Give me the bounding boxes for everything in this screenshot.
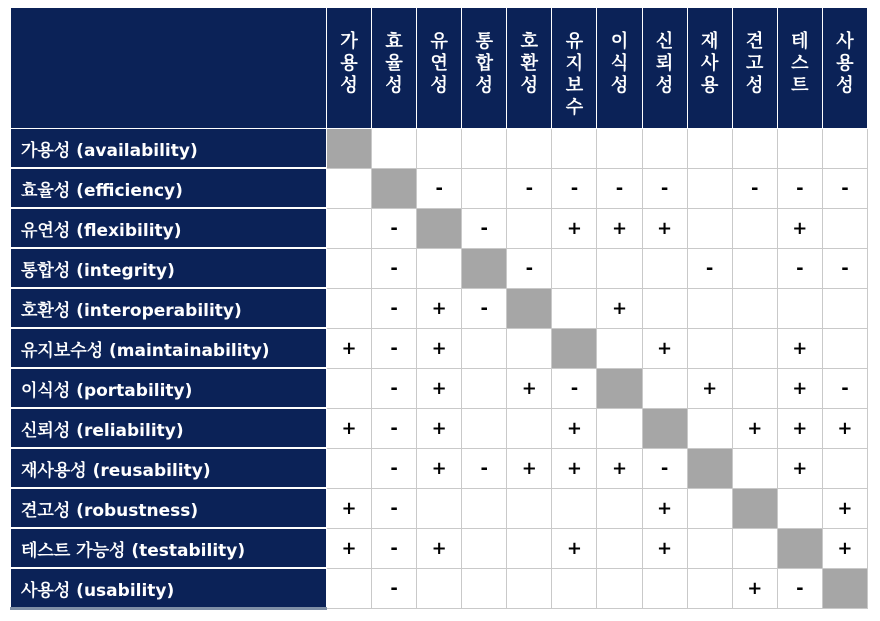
quality-attribute-matrix <box>10 7 868 610</box>
matrix-cell <box>552 568 597 609</box>
matrix-cell <box>732 368 777 408</box>
matrix-cell <box>687 288 732 328</box>
matrix-cell: + <box>642 488 687 528</box>
matrix-cell <box>732 129 777 169</box>
matrix-cell <box>372 129 417 169</box>
column-header-label: 유연성 <box>430 31 448 96</box>
matrix-cell <box>327 168 372 208</box>
matrix-cell <box>462 368 507 408</box>
row-header: 효율성 (efficiency) <box>11 168 327 208</box>
matrix-cell <box>597 568 642 609</box>
column-header <box>642 8 687 129</box>
corner-cell <box>11 8 327 129</box>
matrix-cell <box>597 248 642 288</box>
matrix-cell: - <box>372 488 417 528</box>
matrix-cell <box>822 328 867 368</box>
matrix-cell: - <box>687 248 732 288</box>
matrix-cell <box>732 448 777 488</box>
column-header-row <box>11 8 868 129</box>
matrix-cell <box>597 528 642 568</box>
matrix-cell: + <box>642 528 687 568</box>
matrix-cell <box>687 528 732 568</box>
column-header-label: 이식성 <box>610 31 629 96</box>
matrix-cell <box>507 568 552 609</box>
diagonal-cell <box>417 208 462 248</box>
table-row <box>11 328 868 368</box>
matrix-cell: + <box>417 368 462 408</box>
matrix-cell <box>687 328 732 368</box>
matrix-cell: + <box>597 448 642 488</box>
column-header <box>417 8 462 129</box>
matrix-cell: + <box>777 328 822 368</box>
matrix-cell: - <box>372 368 417 408</box>
matrix-cell <box>552 129 597 169</box>
column-header-label: 통합성 <box>475 31 493 96</box>
matrix-cell: - <box>777 248 822 288</box>
matrix-cell: - <box>507 248 552 288</box>
column-header <box>597 8 642 129</box>
matrix-cell <box>507 488 552 528</box>
table-row <box>11 248 868 288</box>
matrix-cell <box>327 568 372 609</box>
matrix-cell: + <box>327 328 372 368</box>
matrix-cell <box>822 288 867 328</box>
row-header: 가용성 (availability) <box>11 129 327 169</box>
column-header <box>462 8 507 129</box>
matrix-cell <box>687 129 732 169</box>
matrix-cell <box>642 368 687 408</box>
matrix-cell <box>642 129 687 169</box>
table-row <box>11 568 868 609</box>
matrix-cell: - <box>417 168 462 208</box>
matrix-cell: + <box>777 448 822 488</box>
matrix-cell <box>642 288 687 328</box>
matrix-cell <box>687 408 732 448</box>
matrix-cell <box>732 528 777 568</box>
column-header-label: 효율성 <box>385 31 403 96</box>
table-row <box>11 448 868 488</box>
matrix-cell <box>462 528 507 568</box>
matrix-cell <box>822 448 867 488</box>
diagonal-cell <box>642 408 687 448</box>
matrix-cell: + <box>417 408 462 448</box>
matrix-cell: - <box>822 368 867 408</box>
matrix-cell <box>462 328 507 368</box>
matrix-cell <box>687 168 732 208</box>
matrix-cell: + <box>777 368 822 408</box>
matrix-cell: - <box>372 568 417 609</box>
row-header: 사용성 (usability) <box>11 568 327 609</box>
matrix-cell <box>777 129 822 169</box>
matrix-cell: + <box>642 328 687 368</box>
table-row <box>11 528 868 568</box>
matrix-cell <box>687 568 732 609</box>
matrix-cell: - <box>777 568 822 609</box>
matrix-cell <box>417 568 462 609</box>
diagonal-cell <box>822 568 867 609</box>
matrix-cell <box>462 129 507 169</box>
column-header <box>687 8 732 129</box>
matrix-cell <box>597 129 642 169</box>
matrix-cell: - <box>822 248 867 288</box>
column-header-label: 유지보수 <box>565 31 584 118</box>
matrix-cell: + <box>552 528 597 568</box>
matrix-cell: + <box>327 488 372 528</box>
diagonal-cell <box>732 488 777 528</box>
column-header <box>732 8 777 129</box>
row-header: 유연성 (flexibility) <box>11 208 327 248</box>
matrix-cell: - <box>462 448 507 488</box>
matrix-cell <box>597 328 642 368</box>
matrix-cell: + <box>642 208 687 248</box>
matrix-cell: - <box>642 448 687 488</box>
matrix-cell <box>597 408 642 448</box>
matrix-cell <box>552 248 597 288</box>
matrix-cell <box>732 208 777 248</box>
matrix-cell: + <box>732 568 777 609</box>
matrix-cell: + <box>777 408 822 448</box>
matrix-cell <box>777 488 822 528</box>
matrix-cell <box>327 208 372 248</box>
matrix-cell <box>732 248 777 288</box>
matrix-cell <box>552 288 597 328</box>
matrix-body <box>11 129 868 609</box>
matrix-cell: - <box>732 168 777 208</box>
matrix-cell <box>417 129 462 169</box>
matrix-cell <box>462 488 507 528</box>
matrix-cell: - <box>372 448 417 488</box>
matrix-cell: - <box>462 288 507 328</box>
column-header <box>822 8 867 129</box>
matrix-cell: + <box>417 328 462 368</box>
table-row <box>11 368 868 408</box>
column-header <box>507 8 552 129</box>
matrix-cell: - <box>777 168 822 208</box>
matrix-cell: + <box>822 488 867 528</box>
column-header-label: 호환성 <box>520 31 539 96</box>
row-header: 신뢰성 (reliability) <box>11 408 327 448</box>
matrix-cell <box>687 208 732 248</box>
matrix-cell <box>507 528 552 568</box>
diagonal-cell <box>462 248 507 288</box>
table-row <box>11 208 868 248</box>
matrix-cell: + <box>822 408 867 448</box>
matrix-cell: - <box>552 368 597 408</box>
matrix-cell <box>417 488 462 528</box>
column-header-label: 재사용 <box>700 31 719 96</box>
diagonal-cell <box>372 168 417 208</box>
table-row <box>11 168 868 208</box>
matrix-cell: - <box>372 408 417 448</box>
column-header-label: 신뢰성 <box>655 31 674 96</box>
quality-attribute-matrix-container <box>10 7 868 610</box>
matrix-cell: + <box>507 368 552 408</box>
matrix-cell <box>732 328 777 368</box>
matrix-cell: + <box>417 448 462 488</box>
matrix-cell <box>507 328 552 368</box>
matrix-cell <box>327 288 372 328</box>
row-header: 견고성 (robustness) <box>11 488 327 528</box>
matrix-cell: + <box>552 408 597 448</box>
table-row <box>11 129 868 169</box>
matrix-cell <box>507 408 552 448</box>
matrix-cell: - <box>462 208 507 248</box>
matrix-cell <box>642 568 687 609</box>
column-header <box>372 8 417 129</box>
column-header-label: 견고성 <box>746 31 764 96</box>
row-header: 이식성 (portability) <box>11 368 327 408</box>
matrix-cell: - <box>372 248 417 288</box>
matrix-cell <box>597 488 642 528</box>
matrix-cell <box>417 248 462 288</box>
matrix-cell: - <box>372 528 417 568</box>
row-header: 재사용성 (reusability) <box>11 448 327 488</box>
row-header: 통합성 (integrity) <box>11 248 327 288</box>
matrix-cell <box>732 288 777 328</box>
matrix-cell: + <box>417 288 462 328</box>
matrix-cell: - <box>372 328 417 368</box>
matrix-cell <box>462 568 507 609</box>
matrix-cell: - <box>372 288 417 328</box>
matrix-cell: + <box>822 528 867 568</box>
matrix-cell: + <box>507 448 552 488</box>
matrix-cell <box>462 168 507 208</box>
matrix-cell: + <box>552 448 597 488</box>
column-header-label: 사용성 <box>836 31 854 96</box>
matrix-cell: - <box>597 168 642 208</box>
table-row <box>11 488 868 528</box>
matrix-cell: - <box>507 168 552 208</box>
matrix-cell <box>507 208 552 248</box>
matrix-cell <box>462 408 507 448</box>
matrix-cell <box>822 129 867 169</box>
matrix-cell: + <box>417 528 462 568</box>
row-header: 유지보수성 (maintainability) <box>11 328 327 368</box>
matrix-cell <box>327 248 372 288</box>
matrix-cell <box>552 488 597 528</box>
matrix-cell: + <box>687 368 732 408</box>
matrix-cell: + <box>327 408 372 448</box>
matrix-cell: - <box>372 208 417 248</box>
diagonal-cell <box>597 368 642 408</box>
column-header <box>552 8 597 129</box>
row-header: 호환성 (interoperability) <box>11 288 327 328</box>
matrix-cell <box>777 288 822 328</box>
diagonal-cell <box>777 528 822 568</box>
diagonal-cell <box>507 288 552 328</box>
matrix-cell: + <box>732 408 777 448</box>
row-header: 테스트 가능성 (testability) <box>11 528 327 568</box>
matrix-cell: - <box>552 168 597 208</box>
diagonal-cell <box>687 448 732 488</box>
matrix-cell <box>687 488 732 528</box>
diagonal-cell <box>552 328 597 368</box>
matrix-cell: - <box>642 168 687 208</box>
column-header-label: 가용성 <box>340 31 358 96</box>
matrix-cell <box>507 129 552 169</box>
matrix-cell: + <box>777 208 822 248</box>
matrix-cell: + <box>327 528 372 568</box>
matrix-cell <box>327 448 372 488</box>
matrix-cell <box>642 248 687 288</box>
matrix-cell: + <box>597 208 642 248</box>
column-header <box>777 8 822 129</box>
matrix-cell: + <box>552 208 597 248</box>
matrix-cell: + <box>597 288 642 328</box>
matrix-cell: - <box>822 168 867 208</box>
column-header-label: 테스트 <box>791 31 809 96</box>
table-row <box>11 408 868 448</box>
table-row <box>11 288 868 328</box>
matrix-cell <box>822 208 867 248</box>
matrix-cell <box>327 368 372 408</box>
diagonal-cell <box>327 129 372 169</box>
column-header <box>327 8 372 129</box>
